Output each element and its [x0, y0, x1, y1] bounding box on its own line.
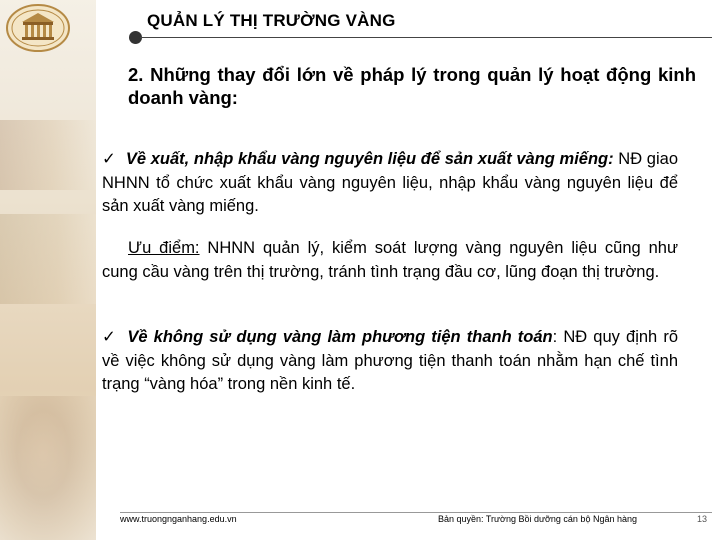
paragraph-body: NĐ giao NHNN tổ chức xuất khẩu vàng nguyên liệu, nhập khẩu vàng nguyên liệu để sản xuất vàng miếng. — [102, 150, 678, 215]
paragraph-emphasis: Về xuất, nhập khẩu vàng nguyên liệu để sản xuất vàng miếng: — [125, 150, 614, 168]
footer-url-link[interactable]: www.truongnganhang.edu.vn — [120, 514, 237, 524]
footer-copyright: Bản quyền: Trường Bồi dưỡng cán bộ Ngân hàng — [438, 514, 637, 524]
paragraph-body: : NĐ quy định rõ về việc không sử dụng vàng làm phương tiện thanh toán nhằm hạn chế tình trạng “vàng hóa” trong nền kinh tế. — [102, 328, 679, 393]
section-heading: 2. Những thay đổi lớn về pháp lý trong quản lý hoạt động kinh doanh vàng: — [128, 64, 696, 108]
content-panel — [96, 46, 720, 540]
footer-divider — [120, 512, 712, 513]
paragraph-advantages — [102, 237, 678, 284]
paragraph-emphasis: Về không sử dụng vàng làm phương tiện thanh toán — [127, 328, 553, 346]
checkmark-icon: ✓ — [102, 328, 118, 346]
paragraph-body: NHNN quản lý, kiểm soát lượng vàng nguyên liệu cũng như cung cầu vàng trên thị trường, tránh tình trạng đầu cơ, lũng đoạn thị trường. — [102, 239, 679, 281]
page-title: QUẢN LÝ THỊ TRƯỜNG VÀNG — [147, 11, 396, 30]
page-number: 13 — [697, 514, 708, 524]
checkmark-icon: ✓ — [102, 150, 116, 168]
paragraph-payment — [102, 326, 678, 397]
decorative-banknote-band — [0, 120, 96, 190]
title-underline — [140, 37, 712, 38]
paragraph-emphasis: Ưu điểm: — [128, 239, 200, 257]
paragraph-export-import — [102, 148, 678, 219]
decorative-portrait-background — [0, 396, 96, 540]
decorative-banknote-band — [0, 214, 96, 304]
bank-building-logo-icon — [6, 4, 70, 52]
